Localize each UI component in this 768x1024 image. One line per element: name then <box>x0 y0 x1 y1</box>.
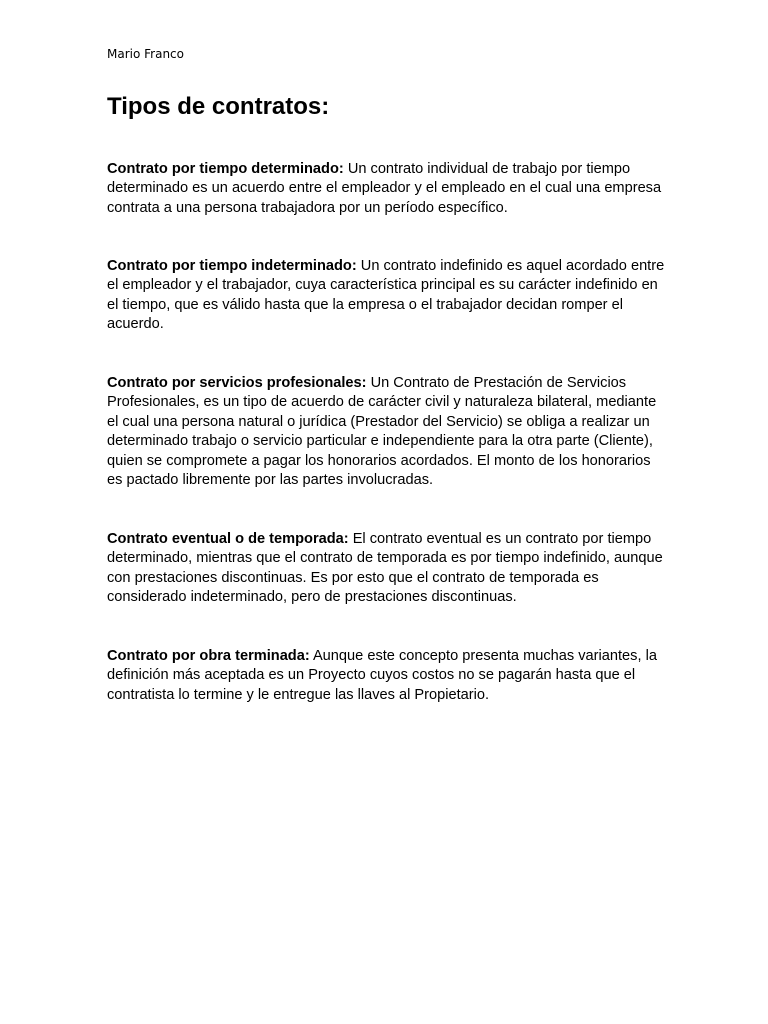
contract-section-indefinite-term <box>107 257 667 335</box>
contract-section-professional-services <box>107 374 667 490</box>
section-text: El contrato eventual es un contrato por tiempo determinado, mientras que el contrato de temporada es por tiempo indefinido, aunque con prestaciones discontinuas. Es por esto que el contrato de temporada es considerado indeterminado, pero de prestaciones discontinuas. <box>107 531 663 606</box>
contract-section-seasonal <box>107 530 667 608</box>
section-term: Contrato por obra terminada: <box>107 648 310 664</box>
contract-section-fixed-term <box>107 160 667 218</box>
author-name: Mario Franco <box>107 47 184 61</box>
section-term: Contrato por servicios profesionales: <box>107 375 367 391</box>
section-text: Un Contrato de Prestación de Servicios Profesionales, es un tipo de acuerdo de carácter civil y naturaleza bilateral, mediante el cual una persona natural o jurídica (Prestador del Servicio) se obliga a realizar un determinado trabajo o servicio particular e independiente para la otra parte (Cliente), quien se compromete a pagar los honorarios acordados. El monto de los honorarios es pactado libremente por las partes involucradas. <box>107 375 657 489</box>
contract-section-completed-work <box>107 647 667 705</box>
section-text: Aunque este concepto presenta muchas variantes, la definición más aceptada es un Proyecto cuyos costos no se pagarán hasta que el contratista lo termine y le entregue las llaves al Propietario. <box>107 648 657 703</box>
section-term: Contrato eventual o de temporada: <box>107 531 349 547</box>
section-term: Contrato por tiempo determinado: <box>107 161 344 177</box>
section-term: Contrato por tiempo indeterminado: <box>107 258 357 274</box>
document-title: Tipos de contratos: <box>107 93 330 120</box>
section-text: Un contrato individual de trabajo por tiempo determinado es un acuerdo entre el empleador y el empleado en el cual una empresa contrata a una persona trabajadora por un período específico. <box>107 161 662 216</box>
section-text: Un contrato indefinido es aquel acordado entre el empleador y el trabajador, cuya característica principal es su carácter indefinido en el tiempo, que es válido hasta que la empresa o el trabajador decidan romper el acuerdo. <box>107 258 665 333</box>
